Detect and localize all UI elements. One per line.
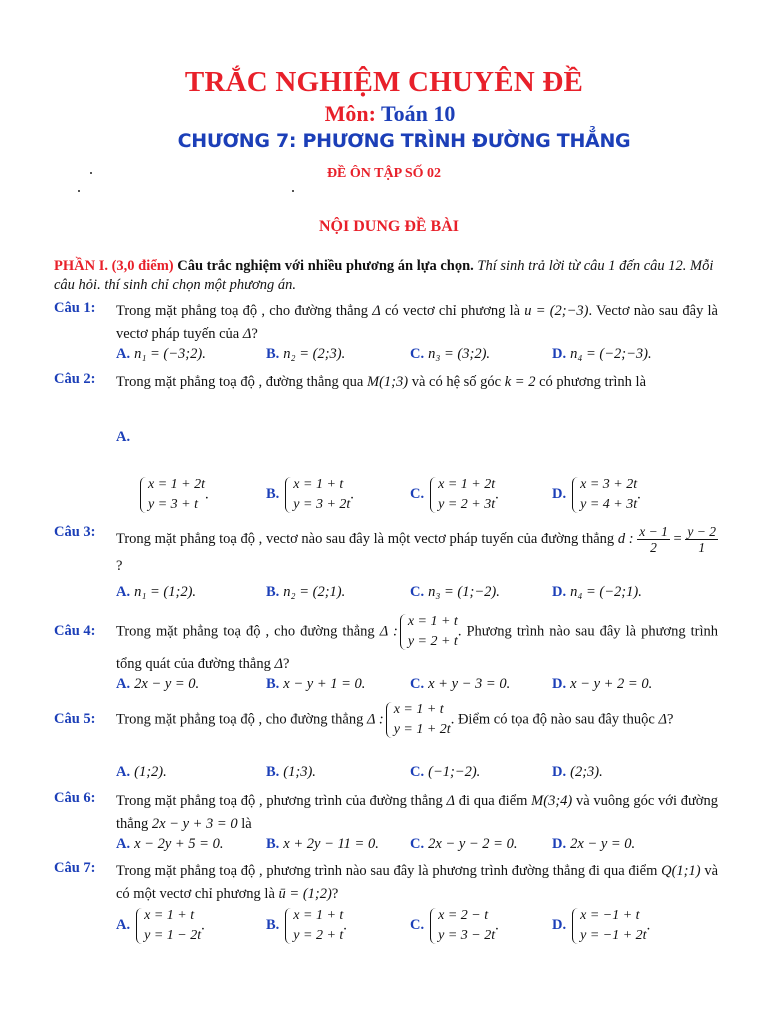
option-value: 2x − y − 2 = 0. [428, 836, 518, 852]
system-line: x = 2 − t [438, 908, 489, 923]
equation-system [570, 475, 637, 515]
option-value: (1;2). [134, 764, 167, 780]
question-text-part: Trong mặt phẳng toạ độ , phương trình nào sau đây là phương trình đường thẳng đi qua điểm [116, 863, 662, 879]
option-b[interactable] [266, 836, 379, 853]
equation-system [283, 906, 343, 946]
question-text [116, 524, 718, 578]
question-text-part: Trong mặt phẳng toạ độ , vectơ nào sau đây là một vectơ pháp tuyến của đường thẳng [116, 530, 618, 547]
system-line: y = 3 − 2t [438, 928, 496, 943]
system-line: x = 3 + 2t [580, 477, 638, 492]
question-text [116, 371, 718, 394]
equation-system [398, 612, 458, 652]
question-label: Câu 2: [54, 371, 96, 387]
system-line: y = 2 + t [407, 634, 458, 649]
system-line: y = 2 + 3t [438, 497, 496, 512]
question-text-part: và có một vectơ chỉ phương là [116, 863, 718, 902]
math-expression: 2x − y + 3 = 0 [151, 816, 238, 832]
fraction [685, 524, 718, 555]
math-expression: Δ [658, 711, 667, 728]
question-text-part: . Điểm có tọa độ nào sau đây thuộc [450, 711, 659, 728]
option-letter: A. [116, 917, 131, 934]
option-tail: . [495, 486, 499, 503]
option-letter: A. [116, 676, 131, 692]
option-letter: B. [266, 764, 280, 780]
question-text-part: là [237, 816, 252, 832]
option-value: x − y + 2 = 0. [570, 676, 653, 692]
option-letter: D. [552, 764, 567, 780]
question-text-part: Trong mặt phẳng toạ độ , cho đường thẳng [116, 711, 367, 728]
option-letter: C. [410, 346, 425, 362]
math-expression: k = 2 [504, 374, 536, 390]
question-text [116, 700, 718, 740]
equation-system [570, 906, 646, 946]
question-label: Câu 4: [54, 623, 96, 639]
option-a-letter[interactable]: A. [116, 429, 131, 445]
option-letter: B. [266, 486, 280, 503]
option-letter: B. [266, 676, 280, 692]
option-d[interactable] [552, 764, 603, 781]
question-text [116, 860, 718, 906]
question-label: Câu 6: [54, 790, 96, 806]
system-line: x = 1 + t [144, 908, 195, 923]
option-a[interactable] [134, 475, 209, 515]
equation-system [384, 700, 451, 740]
system-line: y = 4 + 3t [580, 497, 638, 512]
document-title: TRẮC NGHIỆM CHUYÊN ĐỀ [184, 66, 584, 98]
option-value: 2x − y = 0. [570, 836, 636, 852]
equals-sign: = [673, 530, 682, 547]
question-text-part: ? [116, 558, 123, 574]
option-letter: C. [410, 917, 425, 934]
question-label: Câu 1: [54, 300, 96, 316]
subject-prefix: Môn: [324, 101, 382, 126]
option-c[interactable] [410, 906, 499, 946]
option-c[interactable] [410, 346, 490, 363]
stray-dot [78, 190, 80, 192]
option-letter: D. [552, 584, 567, 600]
fraction-denominator: 2 [650, 540, 657, 555]
option-tail: . [201, 917, 205, 934]
system-line: x = 1 + t [393, 702, 444, 717]
question-label: Câu 3: [54, 524, 96, 540]
math-expression: Δ [446, 793, 456, 809]
system-line: y = 2 + t [293, 928, 344, 943]
question-text-part: và có hệ số góc [408, 374, 505, 390]
question-text-part: đi qua điểm [455, 793, 532, 809]
option-c[interactable] [410, 676, 510, 693]
subject-line [0, 101, 768, 127]
option-value: x + y − 3 = 0. [428, 676, 511, 692]
system-line: x = 1 + t [293, 908, 344, 923]
math-expression: Δ : [379, 623, 398, 640]
question-text-part: ? [667, 711, 674, 728]
option-a[interactable] [116, 584, 196, 601]
option-letter: D. [552, 676, 567, 692]
option-letter: D. [552, 346, 567, 362]
option-letter: C. [410, 676, 425, 692]
option-b[interactable] [266, 475, 354, 515]
part-one-intro [54, 257, 718, 295]
option-a[interactable] [116, 346, 206, 363]
part-one-label: PHẦN I. (3,0 điểm) [54, 258, 174, 274]
math-expression: Q(1;1) [661, 863, 701, 879]
option-letter: D. [552, 486, 567, 503]
option-tail: . [637, 486, 641, 503]
option-c[interactable] [410, 764, 480, 781]
option-value: n₄ = (−2;−3). [570, 346, 652, 362]
question-text [116, 790, 718, 836]
option-value: n₂ = (2;3). [283, 346, 346, 362]
fraction [637, 524, 670, 555]
math-expression: Δ [372, 303, 381, 319]
option-a[interactable] [116, 836, 223, 853]
question-text-part: . Vectơ nào sau đây là vectơ pháp tuyến của [116, 303, 718, 342]
system-line: y = −1 + 2t [580, 928, 647, 943]
fraction-numerator: x − 1 [639, 524, 668, 539]
option-letter: B. [266, 917, 280, 934]
option-a[interactable] [116, 906, 205, 946]
system-line: x = 1 + 2t [148, 477, 205, 492]
option-letter: C. [410, 836, 425, 852]
question-label: Câu 7: [54, 860, 96, 876]
system-line: y = 1 − 2t [144, 928, 202, 943]
math-expression: d : [617, 530, 634, 547]
fraction-numerator: y − 2 [687, 524, 716, 539]
math-expression: Δ : [367, 711, 384, 728]
question-text-part: ? [331, 886, 339, 902]
system-line: y = 1 + 2t [393, 722, 451, 737]
system-line: y = 3 + t [148, 497, 198, 512]
option-letter: A. [116, 836, 131, 852]
option-d[interactable] [552, 346, 652, 363]
option-tail: . [495, 917, 499, 934]
question-label: Câu 5: [54, 711, 96, 727]
option-value: x + 2y − 11 = 0. [283, 836, 379, 852]
option-tail: . [205, 486, 209, 503]
question-text-part: Trong mặt phẳng toạ độ , cho đường thẳng [116, 623, 380, 640]
option-value: x − y + 1 = 0. [283, 676, 366, 692]
question-text-part: ? [251, 326, 258, 342]
question-text-part: Trong mặt phẳng toạ độ , phương trình của đường thẳng [116, 793, 447, 809]
question-text-part: có vectơ chỉ phương là [380, 303, 525, 319]
stray-dot [292, 190, 294, 192]
option-value: x − 2y + 5 = 0. [134, 836, 224, 852]
fraction-denominator: 1 [698, 540, 706, 555]
subject-name: Toán 10 [381, 101, 456, 126]
option-value: (1;3). [283, 764, 316, 780]
option-value: (2;3). [570, 764, 603, 780]
option-d[interactable] [552, 676, 652, 693]
option-tail: . [343, 917, 347, 934]
question-text-part: . Phương trình nào sau đây là phương trình tổng quát của đường thẳng [116, 623, 719, 672]
equation-system [134, 906, 201, 946]
option-letter: A. [116, 764, 131, 780]
question-text-part: Trong mặt phẳng toạ độ , đường thẳng qua [116, 374, 367, 390]
equation-system [428, 906, 495, 946]
option-letter: B. [266, 346, 280, 362]
part-one-instructions: Thí sinh trả lời từ câu 1 đến câu 12. Mỗi câu hỏi. thí sinh chỉ chọn một phương án. [54, 258, 714, 293]
option-letter: A. [116, 584, 131, 600]
math-expression: ū = (1;2) [278, 886, 332, 902]
option-d[interactable] [552, 836, 635, 853]
option-letter: C. [410, 486, 425, 503]
math-expression: M(3;4) [531, 793, 573, 809]
system-line: x = −1 + t [580, 908, 640, 923]
equation-system [283, 475, 350, 515]
question-text-part: ? [283, 656, 290, 672]
math-expression: M(1;3) [367, 374, 409, 390]
system-line: y = 3 + 2t [293, 497, 351, 512]
question-text-part: Trong mặt phẳng toạ độ , cho đường thẳng [116, 303, 373, 319]
option-value: n₂ = (2;1). [283, 584, 346, 600]
equation-system [428, 475, 495, 515]
equation-system [138, 475, 205, 515]
option-c[interactable] [410, 475, 499, 515]
option-c[interactable] [410, 836, 517, 853]
option-letter: B. [266, 836, 280, 852]
option-value: (−1;−2). [428, 764, 481, 780]
question-text [116, 300, 718, 346]
option-value: 2x − y = 0. [134, 676, 200, 692]
question-text-part: và vuông góc với đường thẳng [116, 793, 718, 832]
option-value: n₃ = (3;2). [428, 346, 491, 362]
option-letter: D. [552, 836, 567, 852]
system-line: x = 1 + t [293, 477, 344, 492]
option-b[interactable] [266, 346, 345, 363]
option-a[interactable] [116, 764, 167, 781]
content-heading: NỘI DUNG ĐỀ BÀI [318, 218, 459, 235]
option-letter: C. [410, 584, 425, 600]
part-one-text: Câu trắc nghiệm với nhiều phương án lựa chọn. [173, 258, 474, 274]
option-letter: A. [116, 346, 131, 362]
option-letter: C. [410, 764, 425, 780]
option-value: n₁ = (−3;2). [134, 346, 206, 362]
question-text-part: có phương trình là [535, 374, 647, 390]
question-text [116, 612, 718, 677]
option-d[interactable] [552, 906, 650, 946]
system-line: x = 1 + t [407, 614, 458, 629]
option-c[interactable] [410, 584, 500, 601]
option-value: n₁ = (1;2). [134, 584, 197, 600]
review-title: ĐỀ ÔN TẬP SỐ 02 [326, 166, 442, 181]
option-a[interactable] [116, 676, 199, 693]
option-letter: D. [552, 917, 567, 934]
option-b[interactable] [266, 764, 316, 781]
option-b[interactable] [266, 676, 365, 693]
system-line: x = 1 + 2t [438, 477, 496, 492]
chapter-title: CHƯƠNG 7: PHƯƠNG TRÌNH ĐƯỜNG THẲNG [177, 130, 631, 152]
option-value: n₃ = (1;−2). [428, 584, 500, 600]
option-letter: B. [266, 584, 280, 600]
option-d[interactable] [552, 584, 642, 601]
option-d[interactable] [552, 475, 641, 515]
math-expression: u = (2;−3) [524, 303, 589, 319]
option-b[interactable] [266, 584, 345, 601]
option-tail: . [350, 486, 354, 503]
stray-dot [90, 172, 92, 174]
math-expression: Δ [242, 326, 252, 342]
option-tail: . [646, 917, 651, 934]
option-value: n₄ = (−2;1). [570, 584, 642, 600]
math-expression: Δ [274, 656, 283, 672]
option-b[interactable] [266, 906, 347, 946]
